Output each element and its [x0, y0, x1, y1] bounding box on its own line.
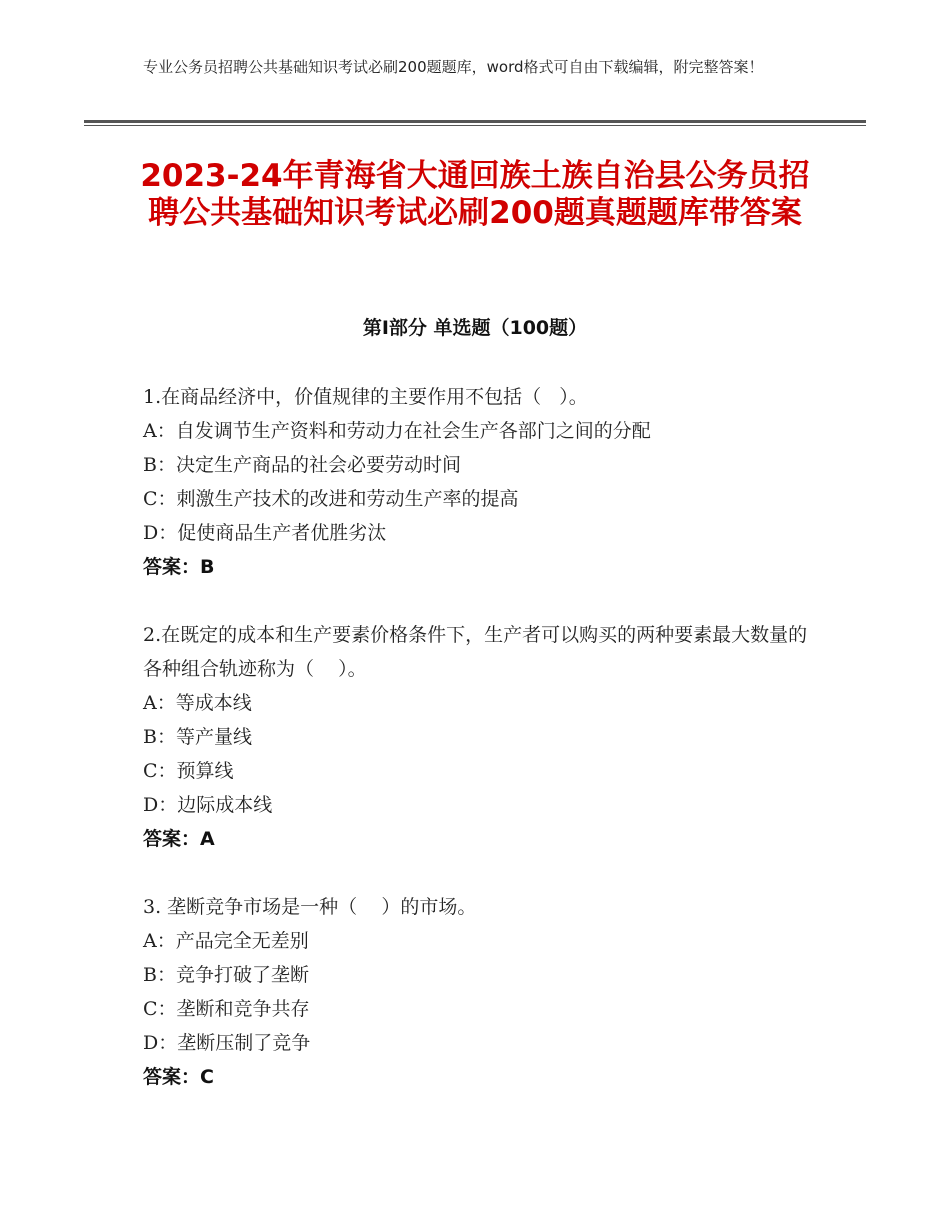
option-a: A：自发调节生产资料和劳动力在社会生产各部门之间的分配 [143, 420, 651, 442]
question-3 [143, 890, 823, 1094]
option-b: B：等产量线 [143, 726, 252, 748]
answer: 答案：A [143, 828, 215, 850]
question-stem: 1.在商品经济中，价值规律的主要作用不包括（ ）。 [143, 386, 588, 408]
option-b: B：竞争打破了垄断 [143, 964, 309, 986]
answer: 答案：B [143, 556, 215, 578]
option-c: C：垄断和竞争共存 [143, 998, 310, 1020]
option-b: B：决定生产商品的社会必要劳动时间 [143, 454, 461, 476]
option-d: D：垄断压制了竞争 [143, 1032, 311, 1054]
question-stem: 3. 垄断竞争市场是一种（ ）的市场。 [143, 896, 477, 918]
section-title: 第Ⅰ部分 单选题（100题） [362, 317, 588, 339]
header-rule-thin [84, 125, 866, 126]
header-rule-thick [84, 120, 866, 123]
question-1 [143, 380, 823, 584]
answer: 答案：C [143, 1066, 214, 1088]
option-c: C：预算线 [143, 760, 234, 782]
document-title: 2023-24年青海省大通回族土族自治县公务员招聘公共基础知识考试必刷200题真题题库带答案 [140, 158, 810, 231]
question-2 [143, 618, 823, 856]
option-d: D：促使商品生产者优胜劣汰 [143, 522, 387, 544]
option-a: A：等成本线 [143, 692, 252, 714]
option-c: C：刺激生产技术的改进和劳动生产率的提高 [143, 488, 519, 510]
question-stem: 2.在既定的成本和生产要素价格条件下，生产者可以购买的两种要素最大数量的各种组合轨迹称为（ ）。 [143, 624, 808, 680]
option-a: A：产品完全无差别 [143, 930, 309, 952]
option-d: D：边际成本线 [143, 794, 273, 816]
header-note: 专业公务员招聘公共基础知识考试必刷200题题库，word格式可自由下载编辑，附完整答案！ [143, 58, 764, 76]
